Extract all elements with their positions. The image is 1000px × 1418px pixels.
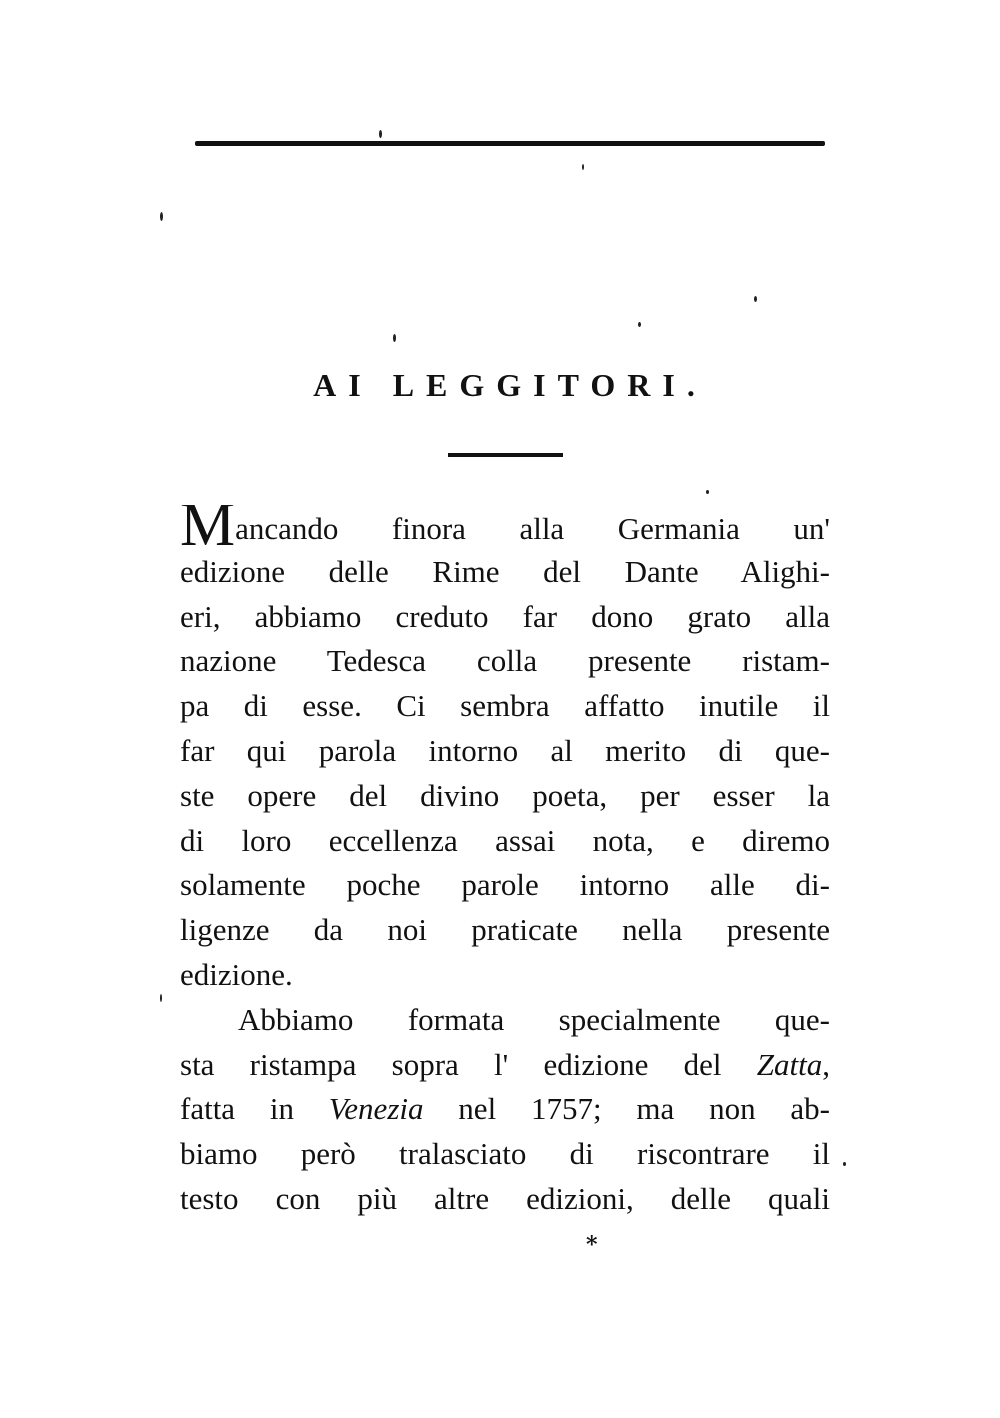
text-line: edizione.: [180, 956, 293, 992]
text-line: sta ristampa sopra l' edizione del Zatta,: [180, 1046, 830, 1082]
scan-speck: [843, 1162, 846, 1166]
scan-speck: [379, 130, 382, 138]
text-line: edizione delle Rime del Dante Alighi-: [180, 553, 830, 589]
text-line: Abbiamo formata specialmente que-: [238, 1001, 830, 1037]
scan-speck: [393, 334, 396, 342]
page-title: AI LEGGITORI.: [313, 367, 707, 403]
drop-cap: M: [180, 505, 236, 550]
text-line: far qui parola intorno al merito di que-: [180, 732, 830, 768]
text-line: pa di esse. Ci sembra affatto inutile il: [180, 688, 830, 724]
text-line: ste opere del divino poeta, per esser la: [180, 777, 830, 813]
text-line: solamente poche parole intorno alle di-: [180, 867, 830, 903]
text-line: Mancando finora alla Germania un': [180, 505, 830, 550]
text-line: fatta in Venezia nel 1757; ma non ab-: [180, 1091, 830, 1127]
text-line: nazione Tedesca colla presente ristam-: [180, 643, 830, 679]
text-line: biamo però tralasciato di riscontrare il: [180, 1136, 830, 1172]
text-line: eri, abbiamo creduto far dono grato alla: [180, 598, 830, 634]
scan-speck: [638, 322, 641, 327]
scan-speck: [582, 164, 584, 170]
scan-speck: [160, 212, 163, 221]
italic-name: Zatta: [756, 1046, 823, 1082]
title-rule: [448, 453, 563, 457]
scan-speck: [706, 490, 709, 494]
body-text: [180, 505, 830, 1222]
scan-speck: [160, 994, 162, 1002]
signature-mark: *: [586, 1232, 598, 1258]
text-line: ligenze da noi praticate nella presente: [180, 912, 830, 948]
italic-place: Venezia: [328, 1091, 424, 1127]
scan-speck: [754, 296, 757, 302]
text-line: testo con più altre edizioni, delle quali: [180, 1180, 830, 1216]
text-line: di loro eccellenza assai nota, e diremo: [180, 822, 830, 858]
top-rule: [195, 141, 825, 146]
